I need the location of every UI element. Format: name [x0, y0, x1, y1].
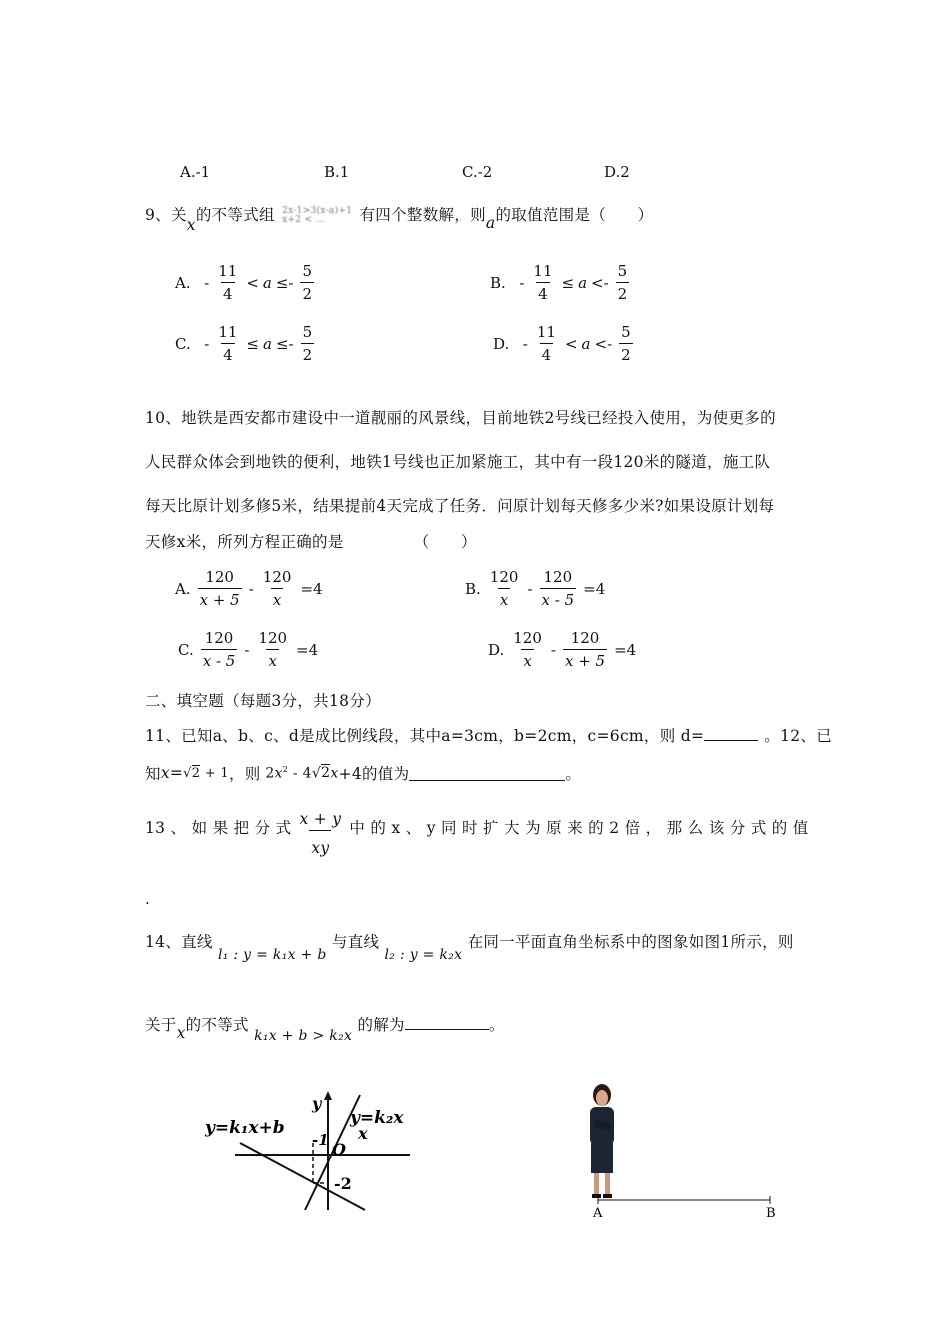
- q10-line-2: 人民群众体会到地铁的便利，地铁1号线也正加紧施工，其中有一段120米的隧道，施工队: [145, 453, 771, 471]
- section-2-heading: 二、填空题（每题3分，共18分）: [145, 692, 381, 710]
- graph-label-y: y: [312, 1094, 322, 1113]
- point-b-label: B: [766, 1206, 776, 1221]
- point-a-label: A: [593, 1206, 603, 1221]
- q9-system: 2x-1>3(x-a)+1 x+2 < ...: [282, 206, 353, 225]
- q12: 知 x = √2 + 1 ，则 $2x^2 - 4√2x$ +4的值为 。: [145, 764, 582, 783]
- q9-option-c: C. - $\frac{11}{4}$ ≤ a ≤- $\frac{5}{2}$: [175, 323, 313, 364]
- q11: 11、已知a、b、c、d是成比例线段，其中a=3cm，b=2cm，c=6cm，则 d= 。12、已: [145, 727, 832, 745]
- q9-option-a: A. - $\frac{11}{4}$ < a ≤- $\frac{5}{2}$: [175, 262, 313, 303]
- q13: 13 、 如 果 把 分 式 $\frac{x + y}{xy}$ 中 的 x 、 y 同 时 扩 大 为 原 来 的 2 倍 ， 那 么 该 分 式 的 值: [145, 810, 809, 857]
- graph-label-x: x: [358, 1124, 368, 1143]
- graph-label-neg1: -1: [312, 1131, 329, 1149]
- q10-line-4: 天修x米，所列方程正确的是 （ ）: [145, 533, 477, 551]
- q14-line-2: 关于x的不等式 k₁x + b > k₂x 的解为 。: [145, 1016, 505, 1044]
- q10-option-b: B. $\frac{120}{x}$ - $\frac{120}{x - 5}$ =4: [465, 568, 606, 609]
- q10-option-a: A. $\frac{120}{x + 5}$ - $\frac{120}{x}$ =4: [175, 568, 323, 609]
- q9-option-b: B. - $\frac{11}{4}$ ≤ a <- $\frac{5}{2}$: [490, 262, 628, 303]
- q8-option-d: D.2: [604, 163, 630, 181]
- graph-label-l1: y=k₁x+b: [205, 1118, 285, 1138]
- q9-option-d: D. - $\frac{11}{4}$ < a <- $\frac{5}{2}$: [493, 323, 631, 364]
- q10-line-3: 每天比原计划多修5米，结果提前4天完成了任务．问原计划每天修多少米?如果设原计划每: [145, 497, 775, 515]
- q10-option-c: C. $\frac{120}{x - 5}$ - $\frac{120}{x}$ =4: [178, 629, 319, 670]
- graph-label-neg2: -2: [334, 1174, 352, 1193]
- figure-1-graph: [200, 1085, 420, 1215]
- q8-option-c: C.-2: [462, 163, 493, 181]
- q10-line-1: 10、地铁是西安都市建设中一道靓丽的风景线，目前地铁2号线已经投入使用，为使更多的: [145, 409, 776, 427]
- graph-label-l2: y=k₂x: [350, 1108, 404, 1128]
- figure-2-person-segment: [570, 1075, 790, 1225]
- graph-label-origin: O: [332, 1140, 346, 1159]
- q8-option-b: B.1: [324, 163, 350, 181]
- person-figure: [590, 1084, 614, 1198]
- q14-line-1: 14、直线 l₁ : y = k₁x + b 与直线 l₂ : y = k₂x 在同一平面直角坐标系中的图象如图1所示，则: [145, 933, 794, 963]
- q8-option-a: A.-1: [180, 163, 211, 181]
- q9-stem: 9、关x的不等式组 2x-1>3(x-a)+1 x+2 < ... 有四个整数解，则a的取值范围是（ ）: [145, 206, 654, 234]
- q10-option-d: D. $\frac{120}{x}$ - $\frac{120}{x + 5}$ =4: [488, 629, 637, 670]
- q13-dot: .: [145, 890, 150, 908]
